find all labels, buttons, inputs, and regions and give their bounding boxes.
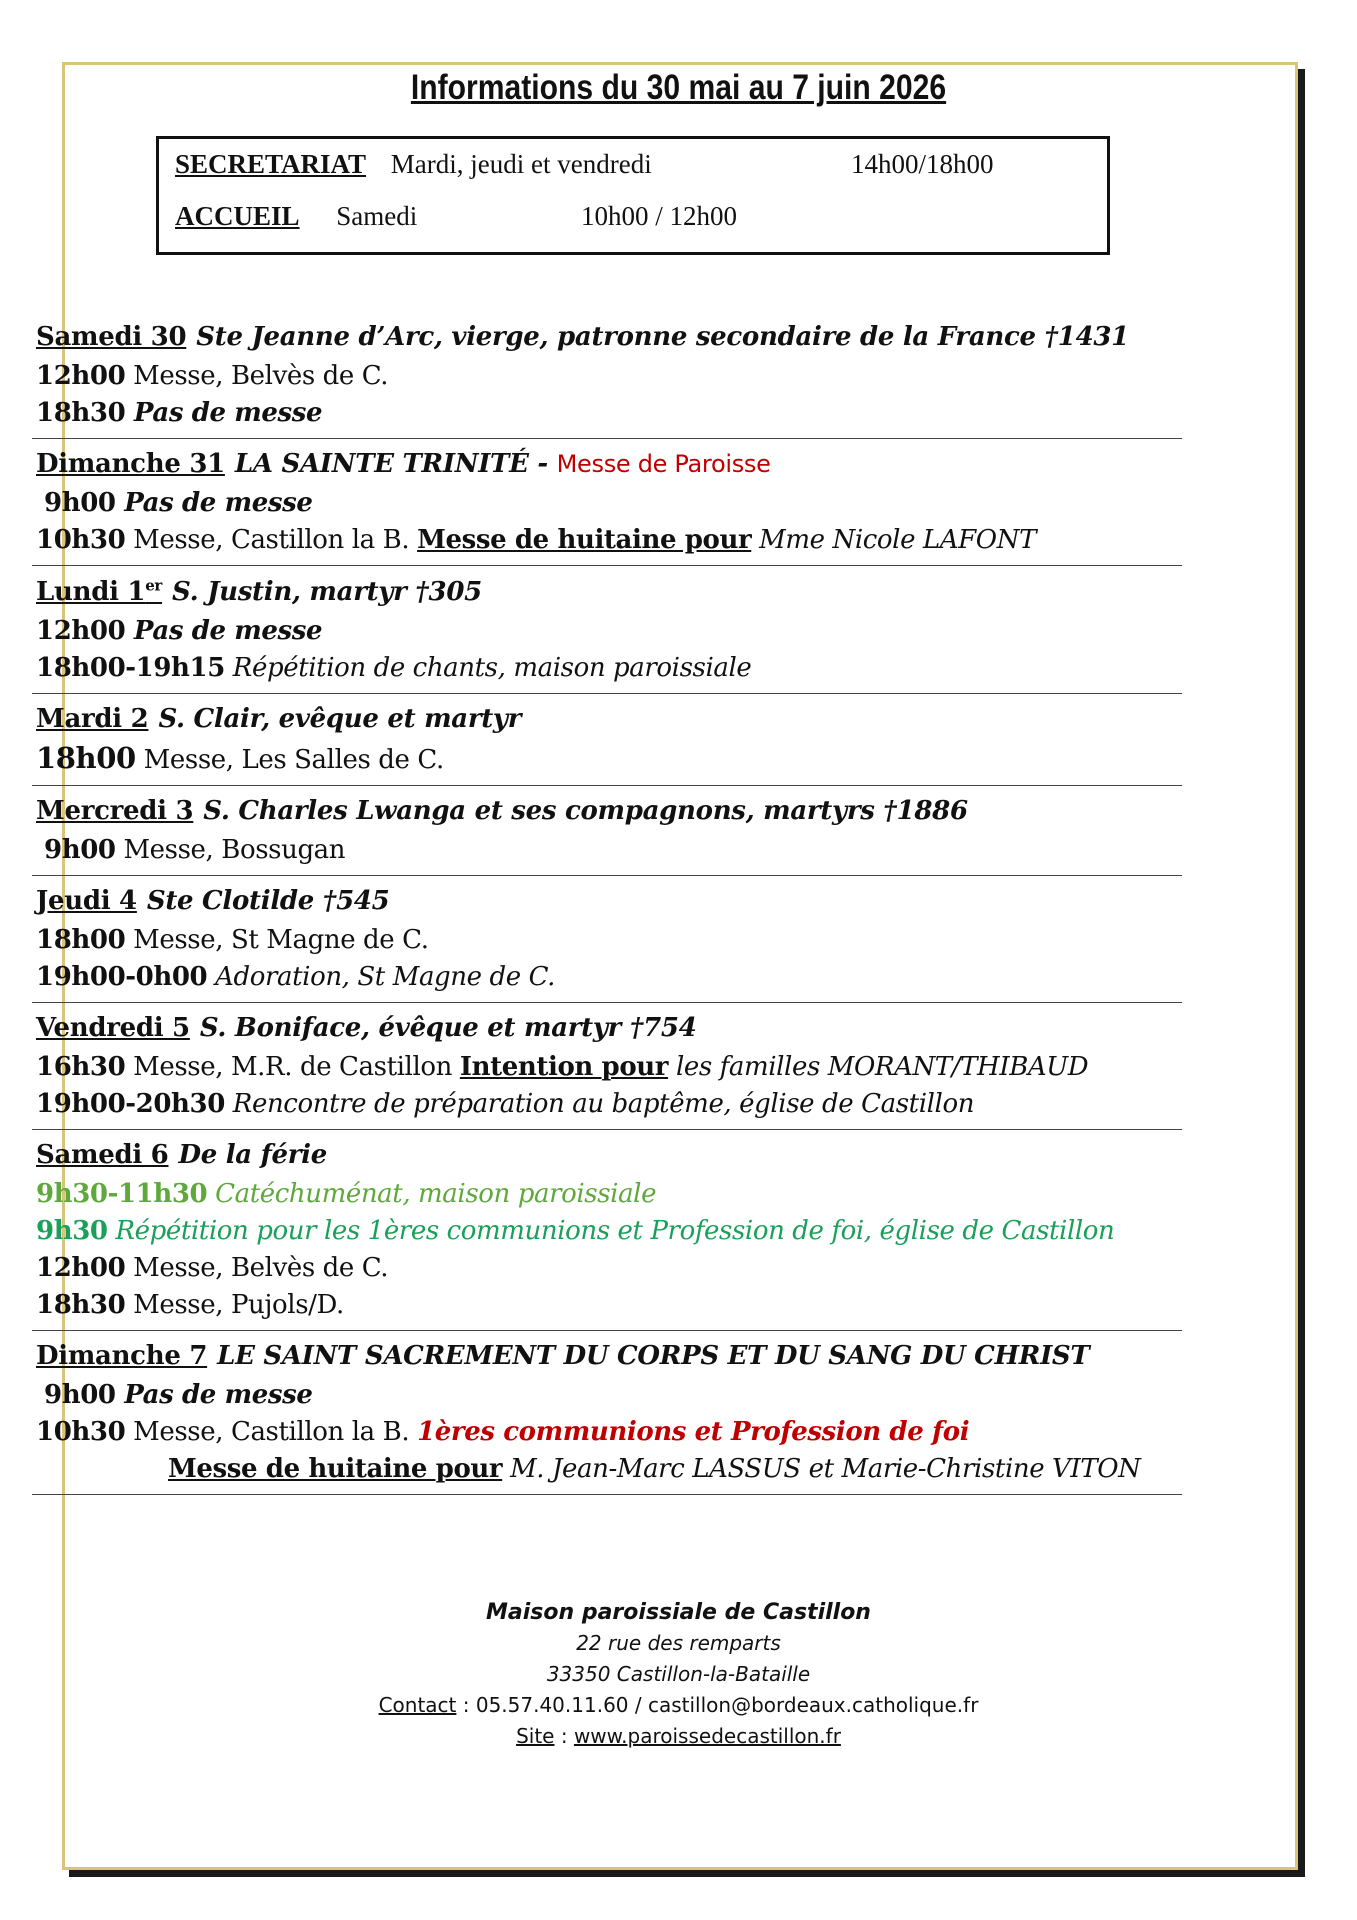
day-section <box>32 786 1182 876</box>
schedule-line <box>36 1086 1182 1123</box>
line-text: Pas de messe <box>115 1379 313 1410</box>
footer-city: 33350 Castillon-la-Bataille <box>546 1662 811 1686</box>
schedule-line <box>36 1377 1182 1414</box>
schedule-line <box>36 1287 1182 1324</box>
line-text: Messe, Belvès de C. <box>125 361 389 391</box>
time: 9h00 <box>44 488 116 518</box>
intention-name: M. Jean-Marc LASSUS et Marie-Christine VITON <box>502 1453 1141 1484</box>
secretariat-days: Mardi, jeudi et vendredi <box>390 149 652 179</box>
line-text: Messe, Les Salles de C. <box>135 744 444 775</box>
time: 12h00 <box>36 361 126 391</box>
time: 18h00 <box>36 740 136 775</box>
schedule-line <box>36 1213 1182 1250</box>
schedule-line <box>36 613 1182 650</box>
time: 10h30 <box>36 1416 126 1447</box>
secretariat-box <box>156 136 1110 255</box>
time: 9h00 <box>44 1379 116 1410</box>
time: 12h00 <box>36 615 126 646</box>
secretariat-hours: 14h00/18h00 <box>851 149 994 179</box>
day-section <box>32 1331 1182 1495</box>
day-section <box>32 312 1182 439</box>
line-text: Messe, Bossugan <box>115 834 346 865</box>
line-text: Pas de messe <box>125 615 323 646</box>
day-label: Dimanche 31 <box>36 449 225 479</box>
line-text: Messe, Pujols/D. <box>125 1289 344 1320</box>
schedule-line <box>36 1414 1182 1451</box>
page-title: Informations du 30 mai au 7 juin 2026 <box>410 68 947 107</box>
schedule-line <box>36 1176 1182 1213</box>
day-section <box>32 876 1182 1003</box>
schedule-line <box>36 832 1182 869</box>
time: 9h30-11h30 <box>36 1178 208 1209</box>
line-text: Messe, M.R. de Castillon <box>125 1051 460 1082</box>
day-heading <box>36 322 1182 352</box>
line-text: Répétition pour les 1ères communions et Profession de foi, église de Castillon <box>107 1215 1115 1246</box>
time: 10h30 <box>36 525 126 555</box>
time: 12h00 <box>36 1252 126 1283</box>
day-section <box>32 1003 1182 1130</box>
intention-label: Messe de huitaine pour <box>417 525 752 555</box>
day-label: Mercredi 3 <box>36 795 194 826</box>
day-heading <box>36 1341 1182 1371</box>
site-link[interactable]: www.paroissedecastillon.fr <box>573 1724 841 1748</box>
schedule <box>32 312 1182 1495</box>
schedule-line <box>36 395 1182 432</box>
schedule-line <box>36 1250 1182 1287</box>
day-section <box>32 694 1182 786</box>
accueil-label: ACCUEIL <box>175 201 300 231</box>
day-label-sup: er <box>145 576 163 594</box>
site-sep: : <box>554 1724 574 1748</box>
line-text: Messe, Castillon la B. <box>125 1416 418 1447</box>
contact-value: : 05.57.40.11.60 / castillon@bordeaux.catholique.fr <box>456 1693 979 1717</box>
day-label: Mardi 2 <box>36 703 149 734</box>
feast-label: S. Boniface, évêque et martyr †754 <box>199 1012 697 1043</box>
time: 18h00 <box>36 924 126 955</box>
line-text: Messe, Castillon la B. <box>125 525 418 555</box>
feast-label: S. Charles Lwanga et ses compagnons, martyrs †1886 <box>203 795 968 826</box>
schedule-line <box>36 740 1182 779</box>
feast-label: S. Clair, evêque et martyr <box>158 703 522 734</box>
accueil-row <box>175 201 738 232</box>
contact-label: Contact <box>378 1693 457 1717</box>
intention-name: Mme Nicole LAFONT <box>751 525 1037 555</box>
schedule-line <box>36 650 1182 687</box>
schedule-line <box>36 1049 1182 1086</box>
schedule-line <box>36 922 1182 959</box>
footer-contact <box>0 1690 1357 1721</box>
site-label: Site <box>516 1724 555 1748</box>
footer-name: Maison paroissiale de Castillon <box>486 1600 871 1625</box>
line-text: Pas de messe <box>125 398 323 428</box>
accueil-hours: 10h00 / 12h00 <box>581 201 738 231</box>
schedule-line <box>36 959 1182 996</box>
day-heading <box>36 1013 1182 1043</box>
day-heading <box>36 704 1182 734</box>
day-label: Samedi 30 <box>36 322 187 352</box>
intention-name: les familles MORANT/THIBAUD <box>668 1051 1089 1082</box>
footer <box>0 1597 1357 1752</box>
feast-label: LA SAINTE TRINITÉ - <box>234 449 557 479</box>
day-section <box>32 1130 1182 1331</box>
event-highlight: 1ères communions et Profession de foi <box>417 1416 970 1447</box>
day-heading <box>36 796 1182 826</box>
time: 18h30 <box>36 398 126 428</box>
line-text: Pas de messe <box>115 488 313 518</box>
secretariat-row <box>175 149 994 180</box>
line-text: Catéchuménat, maison paroissiale <box>207 1178 657 1209</box>
feast-label: Ste Jeanne d’Arc, vierge, patronne secondaire de la France †1431 <box>196 322 1129 352</box>
line-text: Répétition de chants, maison paroissiale <box>224 652 752 683</box>
day-label: Vendredi 5 <box>36 1012 190 1043</box>
footer-street: 22 rue des remparts <box>576 1631 781 1655</box>
feast-label: S. Justin, martyr †305 <box>172 576 482 607</box>
time: 9h00 <box>44 834 116 865</box>
time: 19h00-20h30 <box>36 1088 225 1119</box>
intention-label: Intention pour <box>459 1051 669 1082</box>
day-label: Samedi 6 <box>36 1139 169 1170</box>
time: 16h30 <box>36 1051 126 1082</box>
day-section <box>32 566 1182 694</box>
time: 18h00-19h15 <box>36 652 225 683</box>
feast-label: Ste Clotilde †545 <box>146 885 390 916</box>
schedule-line <box>36 1451 1182 1488</box>
accueil-day: Samedi <box>336 201 418 231</box>
intention-label: Messe de huitaine pour <box>168 1453 503 1484</box>
day-heading <box>36 449 1182 479</box>
schedule-line <box>36 522 1182 559</box>
day-section <box>32 439 1182 566</box>
line-text: Adoration, St Magne de C. <box>207 961 556 992</box>
schedule-line <box>36 358 1182 395</box>
line-text: Messe, St Magne de C. <box>125 924 429 955</box>
feast-label: De la férie <box>178 1139 327 1170</box>
day-label: Jeudi 4 <box>36 885 137 916</box>
day-heading <box>36 576 1182 607</box>
secretariat-label: SECRETARIAT <box>175 149 367 179</box>
day-label-text: Lundi 1 <box>36 576 146 607</box>
day-heading <box>36 886 1182 916</box>
day-label: Dimanche 7 <box>36 1340 208 1371</box>
time: 9h30 <box>36 1215 108 1246</box>
feast-label: LE SAINT SACREMENT DU CORPS ET DU SANG DU CHRIST <box>217 1340 1090 1371</box>
day-heading <box>36 1140 1182 1170</box>
schedule-line <box>36 485 1182 522</box>
day-label <box>36 577 162 607</box>
feast-highlight: Messe de Paroisse <box>556 450 771 478</box>
line-text: Messe, Belvès de C. <box>125 1252 389 1283</box>
footer-site <box>0 1721 1357 1752</box>
time: 19h00-0h00 <box>36 961 208 992</box>
line-text: Rencontre de préparation au baptême, église de Castillon <box>224 1088 975 1119</box>
time: 18h30 <box>36 1289 126 1320</box>
